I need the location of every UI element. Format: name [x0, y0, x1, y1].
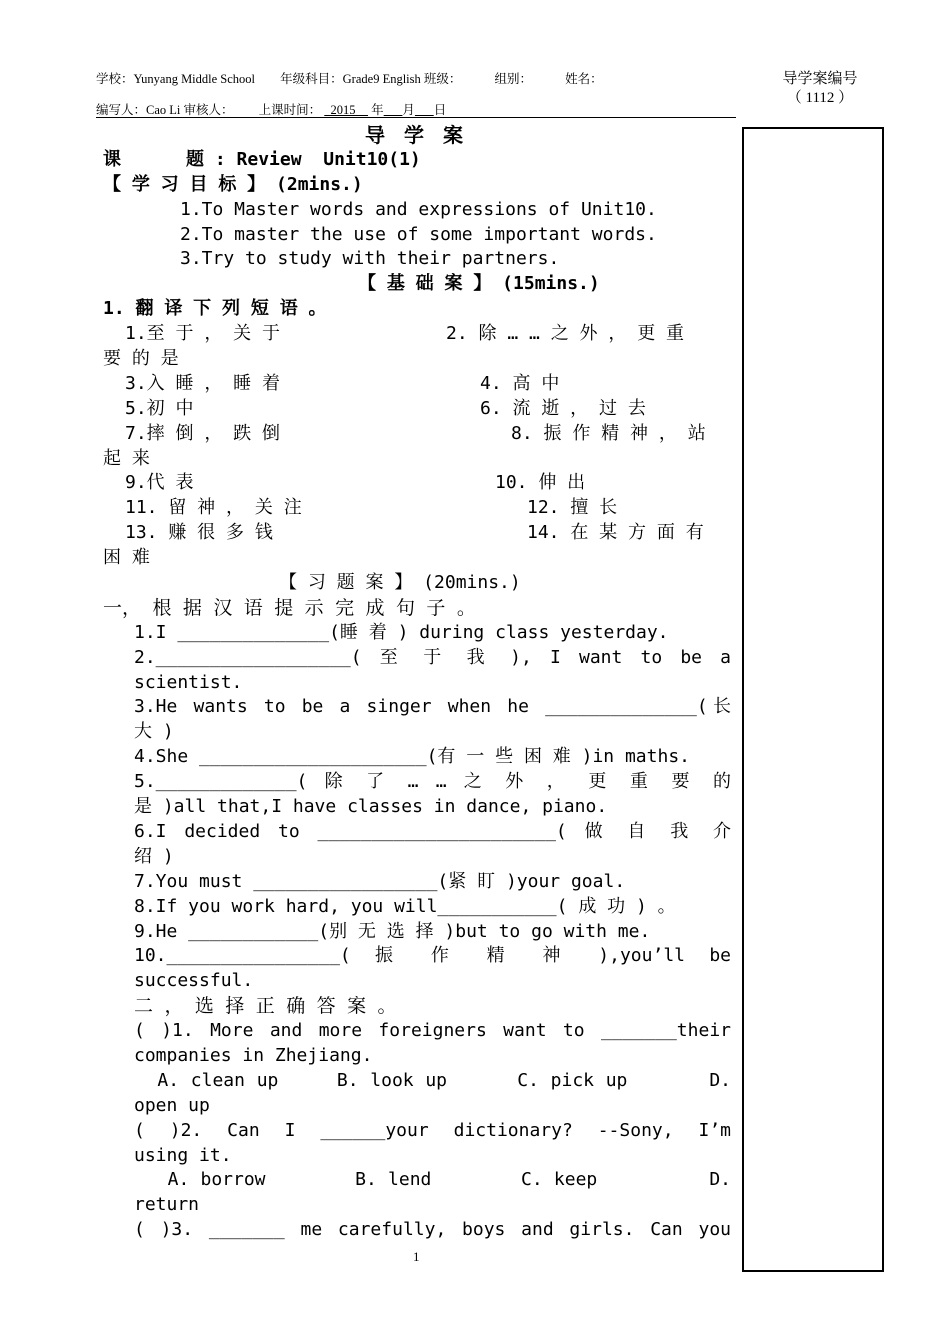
side-number: （ 1112 ） — [786, 90, 854, 106]
choice-line: ( )1. More and more foreigners want to _______their — [134, 1020, 731, 1042]
choice-line: open up — [134, 1094, 210, 1116]
phrase-row — [103, 521, 731, 546]
phrase-item: 5.初 中 — [125, 397, 194, 419]
section2-heading: 二 ， 选 择 正 确 答 案 。 — [134, 995, 397, 1018]
phrase-continuation: 要 的 是 — [103, 348, 179, 370]
year-unit: 年 — [371, 103, 384, 117]
sentence-line: 3.He wants to be a singer when he ______________(长 — [134, 696, 731, 718]
header-line-1 — [96, 69, 603, 87]
sentence-line: 7.You must _________________(紧 盯 )your goal. — [134, 870, 626, 892]
choice-line: A. borrow B. lend C. keep D. — [134, 1169, 731, 1191]
phrase-continuation: 困 难 — [103, 547, 150, 569]
school-label: 学校：Yunyang Middle School — [96, 72, 256, 86]
phrase-item: 14. 在 某 方 面 有 — [527, 522, 704, 544]
phrase-item: 7.摔 倒 ， 跌 倒 — [125, 422, 281, 444]
phrase-item: 6. 流 逝 ， 过 去 — [480, 397, 646, 419]
class-label: 班级： — [423, 72, 462, 86]
group-label: 组别： — [494, 72, 533, 86]
side-panel-title — [760, 70, 880, 108]
section1-heading: 一， 根 据 汉 语 提 示 完 成 句 子 。 — [103, 596, 476, 619]
exercise-heading: 【 习 题 案 】 (20mins.) — [279, 572, 521, 594]
sentence-line: 6.I decided to ______________________( 做 自 我 介 — [134, 820, 731, 842]
grade-label: 年级科目：Grade9 English — [280, 72, 421, 86]
sentence-line: 大 ) — [134, 721, 174, 743]
choice-line: using it. — [134, 1144, 232, 1166]
phrase-row — [103, 422, 731, 447]
time-label: 上课时间： — [258, 103, 322, 117]
phrase-row — [103, 397, 731, 422]
topic-line: 课 题 : Review Unit10(1) — [103, 148, 421, 170]
choice-line: ( )3. _______ me carefully, boys and girls. Can you — [134, 1219, 731, 1241]
choice-line: A. clean up B. look up C. pick up D. — [134, 1069, 731, 1091]
header-divider — [96, 117, 736, 118]
day-unit: 日 — [433, 103, 447, 117]
basic-heading: 【 基 础 案 】 (15mins.) — [358, 273, 600, 295]
goal-item: 1.To Master words and expressions of Unit10. — [180, 198, 657, 220]
sentence-line: 4.She _____________________(有 一 些 困 难 )in maths. — [134, 746, 690, 768]
phrase-row — [103, 496, 731, 521]
sentence-line: successful. — [134, 970, 254, 992]
page-number: 1 — [413, 1249, 420, 1264]
choice-line: return — [134, 1194, 200, 1216]
sentence-line: 9.He ____________(别 无 选 择 )but to go with me. — [134, 920, 651, 942]
phrase-item: 3.入 睡 ， 睡 着 — [125, 372, 281, 394]
document-body — [103, 123, 731, 1243]
month-unit: 月 — [402, 103, 415, 117]
phrase-item: 12. 擅 长 — [527, 497, 618, 519]
sentence-line: 2.__________________( 至 于 我 ), I want to be a — [134, 646, 731, 668]
phrase-item: 4. 高 中 — [480, 372, 560, 394]
phrase-item: 13. 赚 很 多 钱 — [125, 522, 273, 544]
name-label: 姓名： — [565, 72, 603, 86]
goal-item: 2.To master the use of some important words. — [180, 223, 657, 245]
doc-title: 导 学 案 — [365, 123, 469, 147]
phrase-row — [103, 471, 731, 496]
translate-heading: 1. 翻 译 下 列 短 语 。 — [103, 298, 327, 320]
phrase-item: 10. 伸 出 — [495, 472, 586, 494]
phrase-item: 11. 留 神 ， 关 注 — [125, 497, 302, 519]
sentence-line: scientist. — [134, 671, 243, 693]
sentence-line: 8.If you work hard, you will___________( 成 功 ) 。 — [134, 895, 676, 917]
goal-item: 3.Try to study with their partners. — [180, 248, 560, 270]
choice-line: ( )2. Can I ______your dictionary? --Sony, I’m — [134, 1119, 731, 1141]
phrase-item: 9.代 表 — [125, 472, 194, 494]
reviewer-label: 审核人： — [183, 103, 234, 117]
phrase-continuation: 起 来 — [103, 447, 150, 469]
sentence-line: 10.________________( 振 作 精 神 ),you’ll be — [134, 945, 731, 967]
choice-line: companies in Zhejiang. — [134, 1044, 373, 1066]
year-value: 2015 — [330, 103, 356, 117]
sentence-line: 5._____________( 除 了 … … 之 外 ， 更 重 要 的 — [134, 771, 731, 793]
phrase-row — [103, 322, 731, 347]
writer-label: 编写人：Cao Li — [96, 103, 181, 117]
sentence-line: 是 )all that,I have classes in dance, piano. — [134, 796, 608, 818]
goals-heading: 【 学 习 目 标 】 (2mins.) — [103, 173, 363, 195]
sentence-line: 1.I ______________(睡 着 ) during class yesterday. — [134, 621, 669, 643]
phrase-item: 2. 除 … … 之 外 ， 更 重 — [446, 323, 685, 345]
phrase-item: 8. 振 作 精 神 ， 站 — [511, 422, 706, 444]
phrase-row — [103, 372, 731, 397]
phrase-item: 1.至 于 ， 关 于 — [125, 323, 281, 345]
side-title-text: 导学案编号 — [782, 71, 858, 87]
header-line-2 — [96, 100, 446, 118]
side-notes-box — [742, 127, 884, 1272]
sentence-line: 绍 ) — [134, 845, 174, 867]
